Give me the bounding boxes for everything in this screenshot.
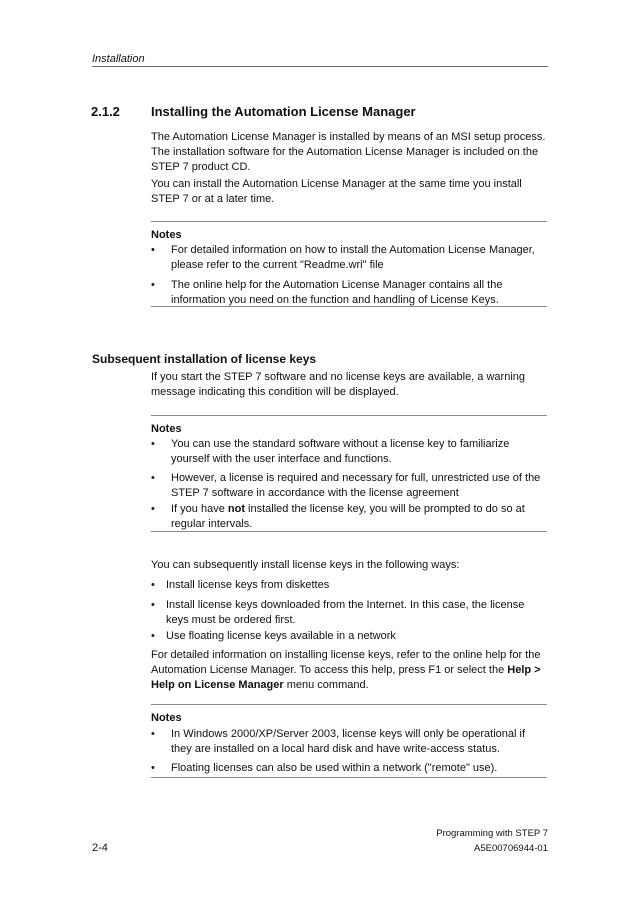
- list-item: [151, 502, 547, 532]
- list-item: [151, 437, 547, 467]
- header-rule: [92, 66, 548, 67]
- page-number: 2-4: [92, 842, 108, 854]
- paragraph: The Automation License Manager is installed by means of an MSI setup process. The installation software for the Automation License Manager is included on the STEP 7 product CD.: [151, 131, 546, 173]
- subsection-heading: Subsequent installation of license keys: [92, 352, 317, 366]
- list-item: [151, 598, 547, 628]
- paragraph: For detailed information on installing license keys, refer to the online help for the Automation License Manager. To access this help, press F1 or select the Help > Help on License Manager menu command.: [151, 649, 541, 691]
- list-item-text: Floating licenses can also be used within a network ("remote" use).: [171, 762, 498, 774]
- bullet: •: [151, 728, 155, 740]
- list-item: [151, 243, 547, 273]
- list-item: [151, 278, 547, 308]
- notes-top-rule: [151, 415, 547, 416]
- list-item-text: You can use the standard software without a license key to familiarize yourself with the user interface and functions.: [171, 438, 510, 465]
- footer-doc-number: A5E00706944-01: [474, 843, 548, 854]
- list-item-text: However, a license is required and necessary for full, unrestricted use of the STEP 7 software in accordance with the license agreement: [171, 472, 541, 499]
- bullet: •: [151, 579, 155, 591]
- running-header: Installation: [92, 53, 145, 65]
- footer-doc-title: Programming with STEP 7: [436, 828, 548, 839]
- bullet: •: [151, 279, 155, 291]
- notes-heading: Notes: [151, 712, 182, 724]
- bullet: •: [151, 762, 155, 774]
- notes-heading: Notes: [151, 229, 182, 241]
- list-item-text: Install license keys from diskettes: [166, 579, 330, 591]
- bullet: •: [151, 503, 155, 515]
- notes-bottom-rule: [151, 306, 547, 307]
- list-item-text: Use floating license keys available in a network: [166, 630, 396, 642]
- notes-bottom-rule: [151, 777, 547, 778]
- list-item: [151, 629, 547, 644]
- bullet: •: [151, 438, 155, 450]
- list-item: [151, 578, 547, 593]
- notes-heading: Notes: [151, 423, 182, 435]
- bullet: •: [151, 599, 155, 611]
- list-item-text: If you have not installed the license key, you will be prompted to do so at regular intervals.: [171, 503, 525, 530]
- bullet: •: [151, 630, 155, 642]
- paragraph: You can subsequently install license keys in the following ways:: [151, 559, 460, 571]
- section-number: 2.1.2: [91, 104, 120, 119]
- list-item-text: The online help for the Automation License Manager contains all the information you need on the function and handling of License Keys.: [171, 279, 503, 306]
- notes-top-rule: [151, 704, 547, 705]
- notes-top-rule: [151, 221, 547, 222]
- bullet: •: [151, 472, 155, 484]
- list-item: [151, 727, 547, 757]
- paragraph: You can install the Automation License Manager at the same time you install STEP 7 or at a later time.: [151, 178, 522, 205]
- paragraph: If you start the STEP 7 software and no license keys are available, a warning message indicating this condition will be displayed.: [151, 371, 525, 398]
- list-item-text: Install license keys downloaded from the Internet. In this case, the license keys must be ordered first.: [166, 599, 525, 626]
- bullet: •: [151, 244, 155, 256]
- list-item-text: For detailed information on how to install the Automation License Manager, please refer to the current "Readme.wri" file: [171, 244, 535, 271]
- footer-document-info: [436, 826, 548, 856]
- list-item: [151, 761, 547, 776]
- notes-bottom-rule: [151, 531, 547, 532]
- list-item: [151, 471, 547, 501]
- list-item-text: In Windows 2000/XP/Server 2003, license keys will only be operational if they are installed on a local hard disk and have write-access status.: [171, 728, 526, 755]
- section-title: Installing the Automation License Manager: [151, 104, 416, 119]
